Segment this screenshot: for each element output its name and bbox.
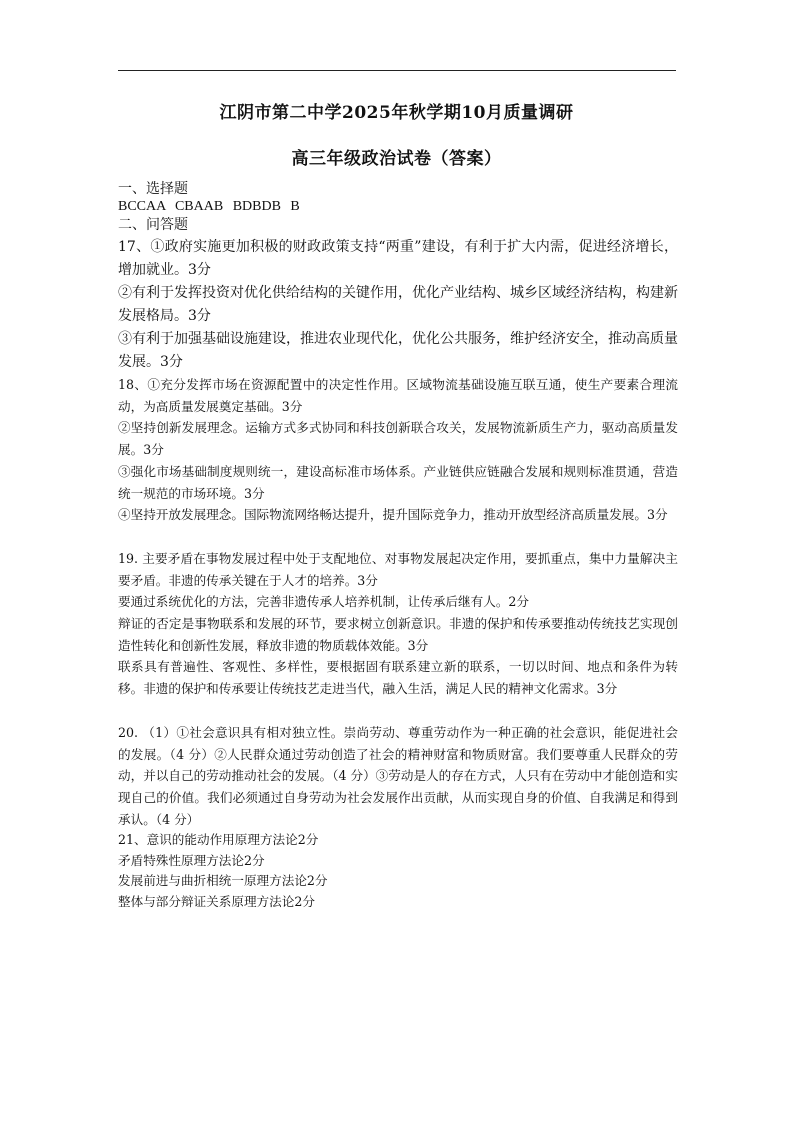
choice-answers: BCCAA CBAAB BDBDB B bbox=[118, 199, 300, 214]
q21-item-4: 整体与部分辩证关系原理方法论2分 bbox=[118, 893, 315, 909]
q21-item-2: 矛盾特殊性原理方法论2分 bbox=[118, 852, 265, 868]
exam-subtitle: 高三年级政治试卷（答案） bbox=[291, 149, 502, 169]
q17-point-3: ③有利于加强基础设施建设，推进农业现代化，优化公共服务，维护经济安全，推动高质量发展。3分 bbox=[118, 331, 678, 370]
q17-point-1: 17、①政府实施更加积极的财政政策支持“两重”建设，有利于扩大内需，促进经济增长，增加就业。3分 bbox=[118, 239, 678, 278]
question-21 bbox=[118, 830, 678, 912]
header-rule bbox=[118, 70, 676, 71]
question-18 bbox=[118, 374, 678, 526]
q19-point-2: 要通过系统优化的方法，完善非遗传承人培养机制，让传承后继有人。2分 bbox=[118, 594, 530, 610]
q18-point-3: ③强化市场基础制度规则统一，建设高标准市场体系。产业链供应链融合发展和规则标准贯通，营造统一规范的市场环境。3分 bbox=[118, 463, 678, 501]
question-17 bbox=[118, 236, 678, 374]
q18-point-4: ④坚持开放发展理念。国际物流网络畅达提升，提升国际竞争力，推动开放型经济高质量发展。3分 bbox=[118, 507, 668, 523]
q19-point-1: 19. 主要矛盾在事物发展过程中处于支配地位、对事物发展起决定作用，要抓重点，集中力量解决主要矛盾。非遗的传承关键在于人才的培养。3分 bbox=[118, 550, 678, 588]
q19-point-3: 辩证的否定是事物联系和发展的环节，要求树立创新意识。非遗的保护和传承要推动传统技艺实现创造性转化和创新性发展，释放非遗的物质载体效能。3分 bbox=[118, 616, 678, 653]
exam-title: 江阴市第二中学2025年秋学期10月质量调研 bbox=[219, 103, 574, 123]
q21-item-3: 发展前进与曲折相统一原理方法论2分 bbox=[118, 873, 328, 889]
q18-point-1: 18、①充分发挥市场在资源配置中的决定性作用。区域物流基础设施互联互通，使生产要素合理流动，为高质量发展奠定基础。3分 bbox=[118, 377, 678, 414]
q18-point-2: ②坚持创新发展理念。运输方式多式协同和科技创新联合攻关，发展物流新质生产力，驱动高质量发展。3分 bbox=[118, 420, 678, 458]
section-choice-heading: 一、选择题 bbox=[118, 181, 188, 197]
q20-answer: 20. （1）①社会意识具有相对独立性。崇尚劳动、尊重劳动作为一种正确的社会意识，能促进社会的发展。（4 分）②人民群众通过劳动创造了社会的精神财富和物质财富。我们要尊重人民群众的劳动，并以自己的劳动推动社会的发展。（4 分）③劳动是人的存在方式，人只有在劳动中才能创造和实现自己的价值。我们必须通过自身劳动为社会发展作出贡献，从而实现自身的价值、自我满足和得到承认。（4 分） bbox=[118, 724, 678, 827]
section-qa-heading: 二、问答题 bbox=[118, 217, 188, 233]
question-19 bbox=[118, 548, 678, 700]
question-20 bbox=[118, 722, 678, 831]
q21-item-1: 21、意识的能动作用原理方法论2分 bbox=[118, 832, 319, 848]
q19-point-4: 联系具有普遍性、客观性、多样性，要根据固有联系建立新的联系，一切以时间、地点和条件为转移。非遗的保护和传承要让传统技艺走进当代，融入生活，满足人民的精神文化需求。3分 bbox=[118, 659, 678, 697]
q17-point-2: ②有利于发挥投资对优化供给结构的关键作用，优化产业结构、城乡区域经济结构，构建新发展格局。3分 bbox=[118, 285, 678, 324]
answer-content bbox=[118, 180, 678, 912]
